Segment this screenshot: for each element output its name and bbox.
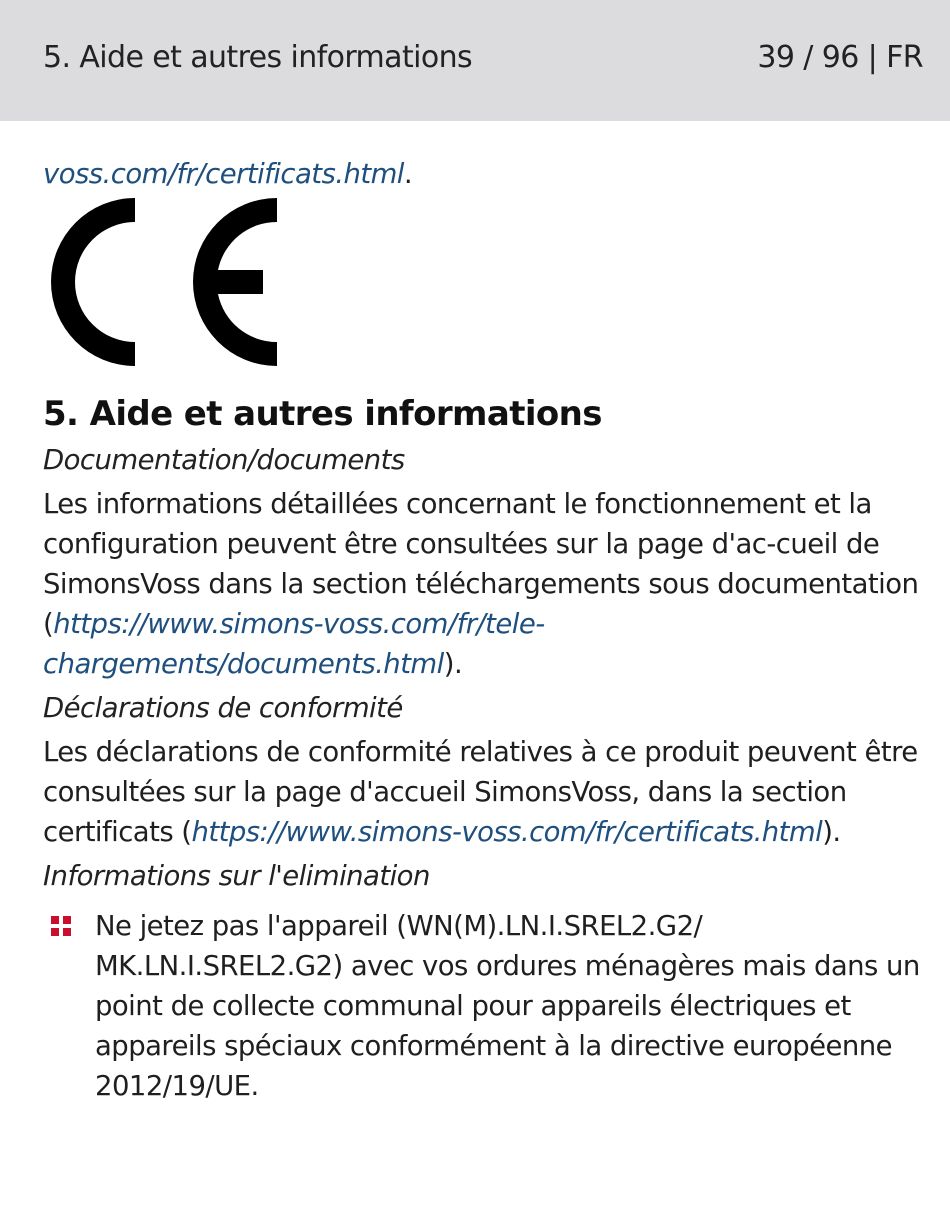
documentation-text-end: ).	[443, 648, 463, 680]
conformity-paragraph	[43, 732, 923, 852]
disposal-heading: Informations sur l'elimination	[43, 860, 430, 892]
grid-bullet-icon	[51, 916, 71, 936]
header-section-title: 5. Aide et autres informations	[43, 40, 473, 75]
intro-period: .	[403, 158, 413, 190]
documentation-text: Les informations détaillées concernant le fonctionnement et la configuration peuvent être consultées sur la page d'ac-cueil de SimonsVoss dans la section téléchargements sous documentation (	[43, 488, 919, 640]
certificates-link[interactable]: https://www.simons-voss.com/fr/certificats.html	[191, 816, 823, 848]
disposal-bullet-item	[43, 906, 923, 1106]
page-content	[43, 150, 923, 1106]
intro-line	[43, 150, 923, 198]
conformity-text-end: ).	[822, 816, 841, 848]
documentation-heading: Documentation/documents	[43, 444, 405, 476]
section-title: 5. Aide et autres informations	[43, 394, 602, 434]
certificates-link-continuation[interactable]: voss.com/fr/certificats.html	[43, 158, 404, 190]
page-header	[0, 0, 950, 121]
disposal-bullet-text: Ne jetez pas l'appareil (WN(M).LN.I.SREL2.G2/ MK.LN.I.SREL2.G2) avec vos ordures ménagères mais dans un point de collecte communal pour appareils électriques et appareils spéciaux conformément à la directive européenne 2012/19/UE.	[95, 910, 920, 1102]
page-indicator: 39 / 96 | FR	[757, 40, 923, 75]
documentation-link[interactable]: https://www.simons-voss.com/fr/tele-chargements/documents.html	[43, 608, 545, 680]
ce-mark-icon	[43, 198, 279, 366]
documentation-paragraph	[43, 484, 923, 684]
conformity-text: Les déclarations de conformité relatives à ce produit peuvent être consultées sur la page d'accueil SimonsVoss, dans la section certificats (	[43, 736, 918, 848]
conformity-heading: Déclarations de conformité	[43, 692, 403, 724]
